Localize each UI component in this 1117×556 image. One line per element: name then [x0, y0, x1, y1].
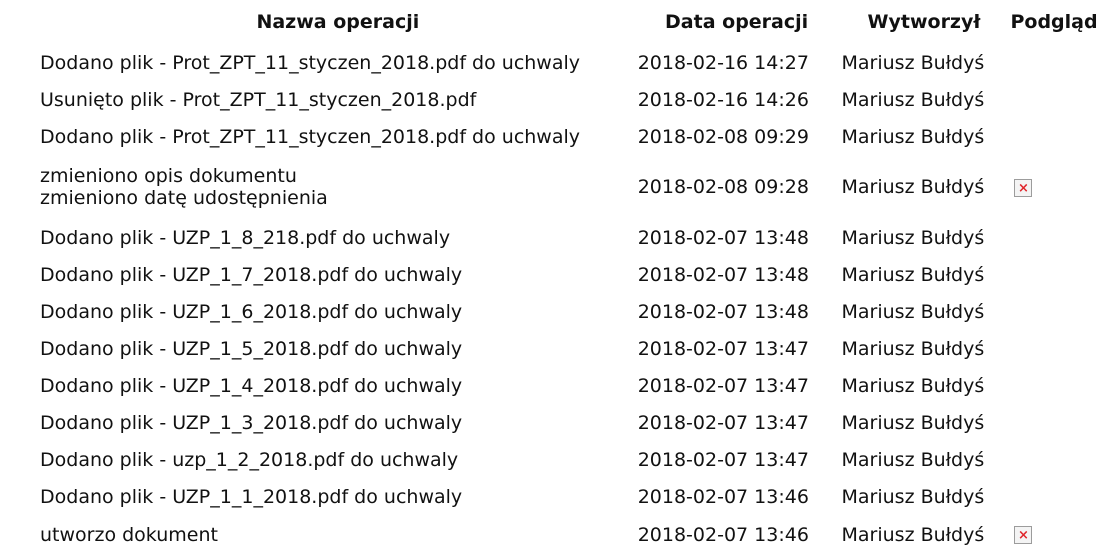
operation-preview-cell	[1010, 256, 1117, 293]
operation-user-cell: Mariusz Bułdyś	[841, 176, 985, 198]
table-row	[40, 404, 1117, 441]
table-row	[40, 44, 1117, 81]
operation-user-cell: Mariusz Bułdyś	[841, 263, 985, 286]
operations-table	[40, 0, 1117, 554]
broken-image-icon[interactable]: ×	[1014, 179, 1032, 197]
operation-name-cell	[40, 44, 636, 81]
operation-date-cell: 2018-02-08 09:29	[637, 125, 809, 148]
table-row	[40, 81, 1117, 118]
table-row	[40, 155, 1117, 219]
operation-description: Dodano plik - UZP_1_4_2018.pdf do uchwaly	[40, 374, 463, 397]
operation-preview-cell	[1010, 515, 1117, 554]
operation-preview-cell	[1010, 293, 1117, 330]
operation-description: Dodano plik - Prot_ZPT_11_styczen_2018.pdf do uchwaly	[40, 125, 581, 148]
operation-date-cell: 2018-02-07 13:47	[637, 337, 809, 360]
operation-user-cell: Mariusz Bułdyś	[841, 88, 985, 111]
operation-user-cell: Mariusz Bułdyś	[841, 411, 985, 434]
operation-date-cell: 2018-02-08 09:28	[637, 176, 809, 198]
table-row	[40, 219, 1117, 256]
operation-description: zmieniono opis dokumentu	[40, 165, 297, 187]
operation-name-cell	[40, 478, 636, 515]
operation-user-cell: Mariusz Bułdyś	[841, 125, 985, 148]
operation-preview-cell	[1010, 81, 1117, 118]
operation-date-cell: 2018-02-16 14:27	[637, 51, 809, 74]
operation-date-cell: 2018-02-16 14:26	[637, 88, 809, 111]
operation-name-cell	[40, 441, 636, 478]
operation-user-cell: Mariusz Bułdyś	[841, 300, 985, 323]
operation-preview-cell	[1010, 330, 1117, 367]
operation-name-cell	[40, 256, 636, 293]
operation-name-cell	[40, 367, 636, 404]
operation-date-cell: 2018-02-07 13:46	[637, 485, 809, 508]
operation-date-cell: 2018-02-07 13:46	[637, 523, 809, 546]
table-row	[40, 367, 1117, 404]
operation-preview-cell	[1010, 118, 1117, 155]
operation-description: Usunięto plik - Prot_ZPT_11_styczen_2018.pdf	[40, 88, 477, 111]
operation-date-cell: 2018-02-07 13:48	[637, 226, 809, 249]
column-header-name: Nazwa operacji	[256, 11, 420, 33]
operation-description: Dodano plik - UZP_1_7_2018.pdf do uchwaly	[40, 263, 463, 286]
operation-preview-cell	[1010, 44, 1117, 81]
operation-user-cell: Mariusz Bułdyś	[841, 337, 985, 360]
broken-image-icon[interactable]: ×	[1014, 526, 1032, 544]
operation-description: Dodano plik - uzp_1_2_2018.pdf do uchwaly	[40, 448, 459, 471]
operation-description: Dodano plik - UZP_1_1_2018.pdf do uchwaly	[40, 485, 463, 508]
operation-preview-cell	[1010, 219, 1117, 256]
operation-user-cell: Mariusz Bułdyś	[841, 51, 985, 74]
operation-date-cell: 2018-02-07 13:48	[637, 300, 809, 323]
operation-date-cell: 2018-02-07 13:47	[637, 448, 809, 471]
table-row	[40, 441, 1117, 478]
column-header-user: Wytworzył	[867, 11, 981, 33]
operation-date-cell: 2018-02-07 13:47	[637, 374, 809, 397]
operation-description: zmieniono datę udostępnienia	[40, 187, 328, 209]
table-header-row	[40, 0, 1117, 44]
operation-name-cell	[40, 515, 636, 554]
table-row	[40, 118, 1117, 155]
operation-preview-cell	[1010, 404, 1117, 441]
operation-preview-cell	[1010, 478, 1117, 515]
operation-description: Dodano plik - UZP_1_6_2018.pdf do uchwaly	[40, 300, 463, 323]
operation-name-cell	[40, 81, 636, 118]
table-row	[40, 478, 1117, 515]
operation-date-cell: 2018-02-07 13:48	[637, 263, 809, 286]
operation-description: Dodano plik - UZP_1_8_218.pdf do uchwaly	[40, 226, 451, 249]
operation-description: Dodano plik - Prot_ZPT_11_styczen_2018.pdf do uchwaly	[40, 51, 581, 74]
operation-date-cell: 2018-02-07 13:47	[637, 411, 809, 434]
operation-name-cell	[40, 293, 636, 330]
operation-user-cell: Mariusz Bułdyś	[841, 448, 985, 471]
table-row	[40, 515, 1117, 554]
operation-description: Dodano plik - UZP_1_3_2018.pdf do uchwaly	[40, 411, 463, 434]
operation-user-cell: Mariusz Bułdyś	[841, 485, 985, 508]
operation-description: Dodano plik - UZP_1_5_2018.pdf do uchwaly	[40, 337, 463, 360]
operation-name-cell	[40, 118, 636, 155]
operation-name-cell	[40, 330, 636, 367]
operation-preview-cell	[1010, 441, 1117, 478]
operations-table-body	[40, 44, 1117, 554]
column-header-date: Data operacji	[665, 11, 809, 33]
column-header-preview: Podgląd	[1010, 11, 1098, 33]
operation-preview-cell	[1010, 155, 1117, 219]
operation-user-cell: Mariusz Bułdyś	[841, 226, 985, 249]
operation-name-cell	[40, 155, 636, 219]
operation-user-cell: Mariusz Bułdyś	[841, 523, 985, 546]
operation-user-cell: Mariusz Bułdyś	[841, 374, 985, 397]
operation-description: utworzo dokument	[40, 523, 218, 546]
table-row	[40, 330, 1117, 367]
table-row	[40, 256, 1117, 293]
operation-name-cell	[40, 404, 636, 441]
operation-preview-cell	[1010, 367, 1117, 404]
table-row	[40, 293, 1117, 330]
operation-name-cell	[40, 219, 636, 256]
